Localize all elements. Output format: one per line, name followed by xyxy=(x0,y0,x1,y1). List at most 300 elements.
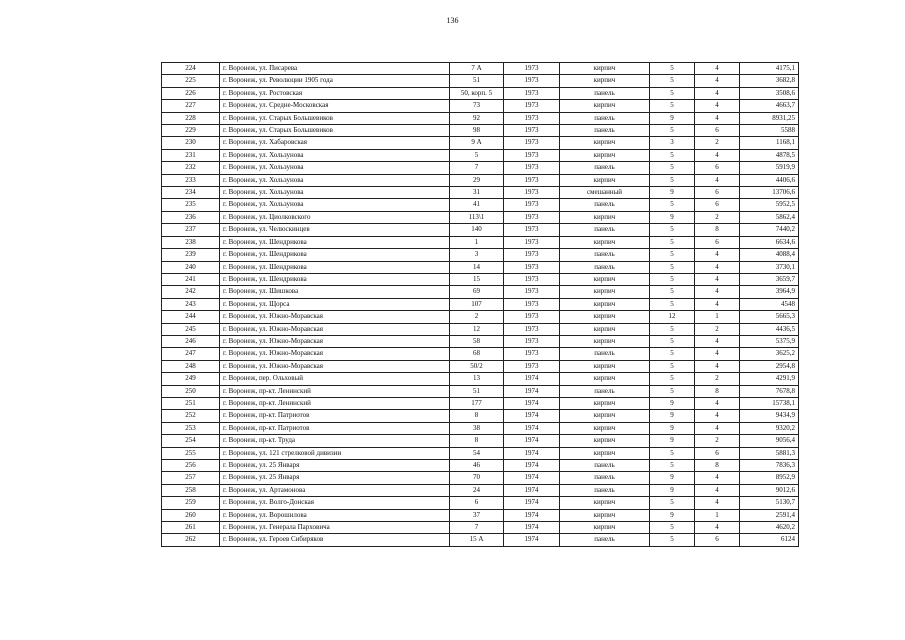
row-number-cell: 255 xyxy=(162,447,220,459)
floors-cell: 5 xyxy=(650,460,695,472)
table-row xyxy=(162,137,799,149)
house-number-cell: 8 xyxy=(450,435,504,447)
address-cell: г. Воронеж, ул. 25 Января xyxy=(220,460,450,472)
house-number-cell: 73 xyxy=(450,100,504,112)
year-built-cell: 1973 xyxy=(504,360,560,372)
year-built-cell: 1973 xyxy=(504,100,560,112)
row-number-cell: 237 xyxy=(162,224,220,236)
house-number-cell: 15 xyxy=(450,273,504,285)
year-built-cell: 1974 xyxy=(504,522,560,534)
floors-cell: 9 xyxy=(650,397,695,409)
address-cell: г. Воронеж, ул. 121 стрелковой дивизии xyxy=(220,447,450,459)
address-cell: г. Воронеж, ул. Южно-Моравская xyxy=(220,311,450,323)
floors-cell: 5 xyxy=(650,348,695,360)
house-number-cell: 9 А xyxy=(450,137,504,149)
row-number-cell: 250 xyxy=(162,385,220,397)
entrances-cell: 8 xyxy=(695,460,740,472)
address-cell: г. Воронеж, пр-кт. Патриотов xyxy=(220,410,450,422)
house-number-cell: 51 xyxy=(450,75,504,87)
row-number-cell: 251 xyxy=(162,397,220,409)
row-number-cell: 224 xyxy=(162,63,220,75)
area-cell: 1168,1 xyxy=(740,137,799,149)
wall-material-cell: панель xyxy=(560,162,650,174)
floors-cell: 5 xyxy=(650,100,695,112)
address-cell: г. Воронеж, ул. Ворошилова xyxy=(220,509,450,521)
address-cell: г. Воронеж, ул. Средне-Московская xyxy=(220,100,450,112)
row-number-cell: 249 xyxy=(162,373,220,385)
row-number-cell: 242 xyxy=(162,286,220,298)
wall-material-cell: кирпич xyxy=(560,360,650,372)
table-row xyxy=(162,311,799,323)
entrances-cell: 4 xyxy=(695,112,740,124)
wall-material-cell: кирпич xyxy=(560,522,650,534)
table-row xyxy=(162,522,799,534)
floors-cell: 9 xyxy=(650,435,695,447)
year-built-cell: 1974 xyxy=(504,422,560,434)
row-number-cell: 260 xyxy=(162,509,220,521)
floors-cell: 5 xyxy=(650,63,695,75)
table-row xyxy=(162,460,799,472)
house-number-cell: 92 xyxy=(450,112,504,124)
wall-material-cell: панель xyxy=(560,460,650,472)
floors-cell: 5 xyxy=(650,199,695,211)
house-number-cell: 7 А xyxy=(450,63,504,75)
area-cell: 13706,6 xyxy=(740,187,799,199)
year-built-cell: 1973 xyxy=(504,174,560,186)
area-cell: 3730,1 xyxy=(740,261,799,273)
table-row xyxy=(162,273,799,285)
entrances-cell: 4 xyxy=(695,397,740,409)
area-cell: 4878,5 xyxy=(740,149,799,161)
entrances-cell: 6 xyxy=(695,236,740,248)
house-number-cell: 3 xyxy=(450,249,504,261)
address-cell: г. Воронеж, ул. Хользунова xyxy=(220,174,450,186)
entrances-cell: 6 xyxy=(695,125,740,137)
address-cell: г. Воронеж, ул. Южно-Моравская xyxy=(220,323,450,335)
floors-cell: 5 xyxy=(650,298,695,310)
floors-cell: 5 xyxy=(650,373,695,385)
table-row xyxy=(162,261,799,273)
year-built-cell: 1973 xyxy=(504,249,560,261)
wall-material-cell: панель xyxy=(560,249,650,261)
wall-material-cell: кирпич xyxy=(560,149,650,161)
area-cell: 5588 xyxy=(740,125,799,137)
area-cell: 6634,6 xyxy=(740,236,799,248)
address-cell: г. Воронеж, ул. Писарева xyxy=(220,63,450,75)
entrances-cell: 4 xyxy=(695,174,740,186)
house-number-cell: 31 xyxy=(450,187,504,199)
year-built-cell: 1973 xyxy=(504,162,560,174)
year-built-cell: 1974 xyxy=(504,460,560,472)
wall-material-cell: кирпич xyxy=(560,100,650,112)
house-number-cell: 8 xyxy=(450,410,504,422)
area-cell: 4406,6 xyxy=(740,174,799,186)
house-number-cell: 46 xyxy=(450,460,504,472)
entrances-cell: 2 xyxy=(695,137,740,149)
row-number-cell: 234 xyxy=(162,187,220,199)
house-number-cell: 24 xyxy=(450,484,504,496)
table-row xyxy=(162,149,799,161)
wall-material-cell: кирпич xyxy=(560,273,650,285)
year-built-cell: 1973 xyxy=(504,236,560,248)
row-number-cell: 241 xyxy=(162,273,220,285)
area-cell: 5665,3 xyxy=(740,311,799,323)
table-row xyxy=(162,435,799,447)
table-row xyxy=(162,286,799,298)
wall-material-cell: кирпич xyxy=(560,211,650,223)
wall-material-cell: кирпич xyxy=(560,447,650,459)
wall-material-cell: панель xyxy=(560,348,650,360)
area-cell: 5130,7 xyxy=(740,497,799,509)
entrances-cell: 6 xyxy=(695,534,740,546)
year-built-cell: 1973 xyxy=(504,311,560,323)
table-row xyxy=(162,323,799,335)
row-number-cell: 254 xyxy=(162,435,220,447)
address-cell: г. Воронеж, ул. Шендрикова xyxy=(220,273,450,285)
row-number-cell: 230 xyxy=(162,137,220,149)
floors-cell: 5 xyxy=(650,335,695,347)
year-built-cell: 1973 xyxy=(504,211,560,223)
address-cell: г. Воронеж, ул. Шендрикова xyxy=(220,249,450,261)
year-built-cell: 1973 xyxy=(504,273,560,285)
wall-material-cell: кирпич xyxy=(560,311,650,323)
entrances-cell: 4 xyxy=(695,149,740,161)
year-built-cell: 1973 xyxy=(504,137,560,149)
entrances-cell: 4 xyxy=(695,348,740,360)
table-row xyxy=(162,472,799,484)
address-cell: г. Воронеж, ул. Щорса xyxy=(220,298,450,310)
area-cell: 4620,2 xyxy=(740,522,799,534)
house-number-cell: 68 xyxy=(450,348,504,360)
house-number-cell: 58 xyxy=(450,335,504,347)
year-built-cell: 1974 xyxy=(504,472,560,484)
year-built-cell: 1973 xyxy=(504,199,560,211)
area-cell: 4291,9 xyxy=(740,373,799,385)
year-built-cell: 1973 xyxy=(504,63,560,75)
table-row xyxy=(162,211,799,223)
address-cell: г. Воронеж, ул. Хользунова xyxy=(220,149,450,161)
year-built-cell: 1973 xyxy=(504,87,560,99)
year-built-cell: 1973 xyxy=(504,112,560,124)
year-built-cell: 1974 xyxy=(504,435,560,447)
year-built-cell: 1973 xyxy=(504,286,560,298)
table-row xyxy=(162,87,799,99)
entrances-cell: 1 xyxy=(695,509,740,521)
house-number-cell: 15 А xyxy=(450,534,504,546)
address-cell: г. Воронеж, ул. Южно-Моравская xyxy=(220,360,450,372)
entrances-cell: 6 xyxy=(695,199,740,211)
entrances-cell: 6 xyxy=(695,187,740,199)
row-number-cell: 258 xyxy=(162,484,220,496)
area-cell: 8931,25 xyxy=(740,112,799,124)
table-row xyxy=(162,410,799,422)
entrances-cell: 4 xyxy=(695,484,740,496)
floors-cell: 9 xyxy=(650,484,695,496)
area-cell: 7440,2 xyxy=(740,224,799,236)
row-number-cell: 229 xyxy=(162,125,220,137)
house-number-cell: 12 xyxy=(450,323,504,335)
house-number-cell: 2 xyxy=(450,311,504,323)
year-built-cell: 1973 xyxy=(504,261,560,273)
house-number-cell: 37 xyxy=(450,509,504,521)
floors-cell: 5 xyxy=(650,447,695,459)
floors-cell: 5 xyxy=(650,323,695,335)
year-built-cell: 1973 xyxy=(504,187,560,199)
house-number-cell: 1 xyxy=(450,236,504,248)
wall-material-cell: кирпич xyxy=(560,335,650,347)
table-row xyxy=(162,236,799,248)
area-cell: 9320,2 xyxy=(740,422,799,434)
area-cell: 7836,3 xyxy=(740,460,799,472)
table-row xyxy=(162,100,799,112)
row-number-cell: 245 xyxy=(162,323,220,335)
area-cell: 5919,9 xyxy=(740,162,799,174)
floors-cell: 9 xyxy=(650,187,695,199)
year-built-cell: 1973 xyxy=(504,224,560,236)
house-number-cell: 7 xyxy=(450,162,504,174)
area-cell: 7678,8 xyxy=(740,385,799,397)
address-cell: г. Воронеж, ул. Героев Сибиряков xyxy=(220,534,450,546)
table-row xyxy=(162,187,799,199)
wall-material-cell: панель xyxy=(560,261,650,273)
address-cell: г. Воронеж, ул. Южно-Моравская xyxy=(220,348,450,360)
floors-cell: 5 xyxy=(650,125,695,137)
page-number: 136 xyxy=(446,16,459,25)
area-cell: 3659,7 xyxy=(740,273,799,285)
entrances-cell: 4 xyxy=(695,273,740,285)
floors-cell: 5 xyxy=(650,261,695,273)
area-cell: 3625,2 xyxy=(740,348,799,360)
entrances-cell: 4 xyxy=(695,63,740,75)
row-number-cell: 231 xyxy=(162,149,220,161)
area-cell: 4175,1 xyxy=(740,63,799,75)
entrances-cell: 4 xyxy=(695,75,740,87)
area-cell: 9056,4 xyxy=(740,435,799,447)
year-built-cell: 1973 xyxy=(504,75,560,87)
year-built-cell: 1973 xyxy=(504,348,560,360)
house-number-cell: 177 xyxy=(450,397,504,409)
year-built-cell: 1974 xyxy=(504,497,560,509)
floors-cell: 5 xyxy=(650,75,695,87)
floors-cell: 5 xyxy=(650,360,695,372)
year-built-cell: 1974 xyxy=(504,385,560,397)
wall-material-cell: кирпич xyxy=(560,422,650,434)
house-number-cell: 6 xyxy=(450,497,504,509)
entrances-cell: 4 xyxy=(695,472,740,484)
year-built-cell: 1974 xyxy=(504,484,560,496)
address-cell: г. Воронеж, ул. Революции 1905 года xyxy=(220,75,450,87)
wall-material-cell: кирпич xyxy=(560,236,650,248)
area-cell: 4548 xyxy=(740,298,799,310)
address-cell: г. Воронеж, пр-кт. Ленинский xyxy=(220,397,450,409)
row-number-cell: 262 xyxy=(162,534,220,546)
address-cell: г. Воронеж, ул. Челюскинцев xyxy=(220,224,450,236)
wall-material-cell: кирпич xyxy=(560,174,650,186)
entrances-cell: 4 xyxy=(695,360,740,372)
wall-material-cell: кирпич xyxy=(560,137,650,149)
floors-cell: 5 xyxy=(650,162,695,174)
table-row xyxy=(162,484,799,496)
wall-material-cell: кирпич xyxy=(560,63,650,75)
year-built-cell: 1974 xyxy=(504,509,560,521)
address-cell: г. Воронеж, пер. Ольховый xyxy=(220,373,450,385)
floors-cell: 12 xyxy=(650,311,695,323)
wall-material-cell: панель xyxy=(560,87,650,99)
entrances-cell: 2 xyxy=(695,373,740,385)
wall-material-cell: кирпич xyxy=(560,298,650,310)
row-number-cell: 252 xyxy=(162,410,220,422)
address-cell: г. Воронеж, ул. 25 Января xyxy=(220,472,450,484)
year-built-cell: 1973 xyxy=(504,323,560,335)
address-cell: г. Воронеж, ул. Генерала Парховича xyxy=(220,522,450,534)
table-row xyxy=(162,125,799,137)
floors-cell: 5 xyxy=(650,224,695,236)
area-cell: 15738,1 xyxy=(740,397,799,409)
area-cell: 9012,6 xyxy=(740,484,799,496)
entrances-cell: 8 xyxy=(695,224,740,236)
address-cell: г. Воронеж, ул. Хользунова xyxy=(220,199,450,211)
area-cell: 3964,9 xyxy=(740,286,799,298)
wall-material-cell: панель xyxy=(560,484,650,496)
wall-material-cell: панель xyxy=(560,112,650,124)
address-cell: г. Воронеж, ул. Старых Большевиков xyxy=(220,125,450,137)
table-row xyxy=(162,422,799,434)
address-cell: г. Воронеж, ул. Шендрикова xyxy=(220,261,450,273)
wall-material-cell: панель xyxy=(560,472,650,484)
table-row xyxy=(162,335,799,347)
house-number-cell: 13 xyxy=(450,373,504,385)
table-row xyxy=(162,373,799,385)
house-number-cell: 29 xyxy=(450,174,504,186)
table-row xyxy=(162,174,799,186)
table-row xyxy=(162,447,799,459)
floors-cell: 9 xyxy=(650,410,695,422)
floors-cell: 9 xyxy=(650,509,695,521)
entrances-cell: 6 xyxy=(695,447,740,459)
year-built-cell: 1973 xyxy=(504,335,560,347)
row-number-cell: 257 xyxy=(162,472,220,484)
year-built-cell: 1973 xyxy=(504,149,560,161)
address-cell: г. Воронеж, ул. Артамонова xyxy=(220,484,450,496)
house-number-cell: 51 xyxy=(450,385,504,397)
area-cell: 5952,5 xyxy=(740,199,799,211)
row-number-cell: 247 xyxy=(162,348,220,360)
house-number-cell: 98 xyxy=(450,125,504,137)
row-number-cell: 227 xyxy=(162,100,220,112)
table-row xyxy=(162,224,799,236)
floors-cell: 9 xyxy=(650,211,695,223)
row-number-cell: 253 xyxy=(162,422,220,434)
house-number-cell: 70 xyxy=(450,472,504,484)
floors-cell: 5 xyxy=(650,249,695,261)
floors-cell: 3 xyxy=(650,137,695,149)
row-number-cell: 226 xyxy=(162,87,220,99)
row-number-cell: 235 xyxy=(162,199,220,211)
entrances-cell: 4 xyxy=(695,522,740,534)
address-cell: г. Воронеж, ул. Шендрикова xyxy=(220,236,450,248)
entrances-cell: 2 xyxy=(695,211,740,223)
floors-cell: 5 xyxy=(650,385,695,397)
address-cell: г. Воронеж, ул. Шишкова xyxy=(220,286,450,298)
area-cell: 4088,4 xyxy=(740,249,799,261)
entrances-cell: 8 xyxy=(695,385,740,397)
wall-material-cell: панель xyxy=(560,224,650,236)
area-cell: 9434,9 xyxy=(740,410,799,422)
floors-cell: 5 xyxy=(650,236,695,248)
floors-cell: 5 xyxy=(650,87,695,99)
entrances-cell: 4 xyxy=(695,497,740,509)
wall-material-cell: кирпич xyxy=(560,397,650,409)
table-row xyxy=(162,75,799,87)
table-row xyxy=(162,497,799,509)
year-built-cell: 1973 xyxy=(504,125,560,137)
table-row xyxy=(162,360,799,372)
table-row xyxy=(162,534,799,546)
entrances-cell: 1 xyxy=(695,311,740,323)
floors-cell: 5 xyxy=(650,497,695,509)
entrances-cell: 4 xyxy=(695,100,740,112)
table-row xyxy=(162,249,799,261)
wall-material-cell: смешанный xyxy=(560,187,650,199)
entrances-cell: 4 xyxy=(695,422,740,434)
address-cell: г. Воронеж, пр-кт. Ленинский xyxy=(220,385,450,397)
area-cell: 8952,9 xyxy=(740,472,799,484)
row-number-cell: 259 xyxy=(162,497,220,509)
house-number-cell: 54 xyxy=(450,447,504,459)
row-number-cell: 248 xyxy=(162,360,220,372)
house-number-cell: 50, корп. 5 xyxy=(450,87,504,99)
wall-material-cell: панель xyxy=(560,125,650,137)
entrances-cell: 4 xyxy=(695,286,740,298)
floors-cell: 5 xyxy=(650,522,695,534)
area-cell: 2591,4 xyxy=(740,509,799,521)
table-row xyxy=(162,348,799,360)
table-row xyxy=(162,509,799,521)
wall-material-cell: кирпич xyxy=(560,435,650,447)
address-cell: г. Воронеж, пр-кт. Труда xyxy=(220,435,450,447)
entrances-cell: 4 xyxy=(695,261,740,273)
area-cell: 6124 xyxy=(740,534,799,546)
wall-material-cell: кирпич xyxy=(560,75,650,87)
area-cell: 2954,8 xyxy=(740,360,799,372)
area-cell: 5881,3 xyxy=(740,447,799,459)
wall-material-cell: панель xyxy=(560,385,650,397)
house-number-cell: 113\1 xyxy=(450,211,504,223)
floors-cell: 5 xyxy=(650,286,695,298)
floors-cell: 5 xyxy=(650,149,695,161)
year-built-cell: 1974 xyxy=(504,410,560,422)
entrances-cell: 4 xyxy=(695,410,740,422)
row-number-cell: 238 xyxy=(162,236,220,248)
wall-material-cell: кирпич xyxy=(560,497,650,509)
house-number-cell: 140 xyxy=(450,224,504,236)
row-number-cell: 243 xyxy=(162,298,220,310)
house-number-cell: 14 xyxy=(450,261,504,273)
table-body xyxy=(162,63,799,547)
house-number-cell: 41 xyxy=(450,199,504,211)
row-number-cell: 239 xyxy=(162,249,220,261)
house-number-cell: 7 xyxy=(450,522,504,534)
floors-cell: 5 xyxy=(650,174,695,186)
floors-cell: 9 xyxy=(650,422,695,434)
row-number-cell: 244 xyxy=(162,311,220,323)
table-row xyxy=(162,397,799,409)
wall-material-cell: панель xyxy=(560,199,650,211)
area-cell: 5375,9 xyxy=(740,335,799,347)
address-cell: г. Воронеж, ул. Волго-Донская xyxy=(220,497,450,509)
row-number-cell: 232 xyxy=(162,162,220,174)
row-number-cell: 228 xyxy=(162,112,220,124)
